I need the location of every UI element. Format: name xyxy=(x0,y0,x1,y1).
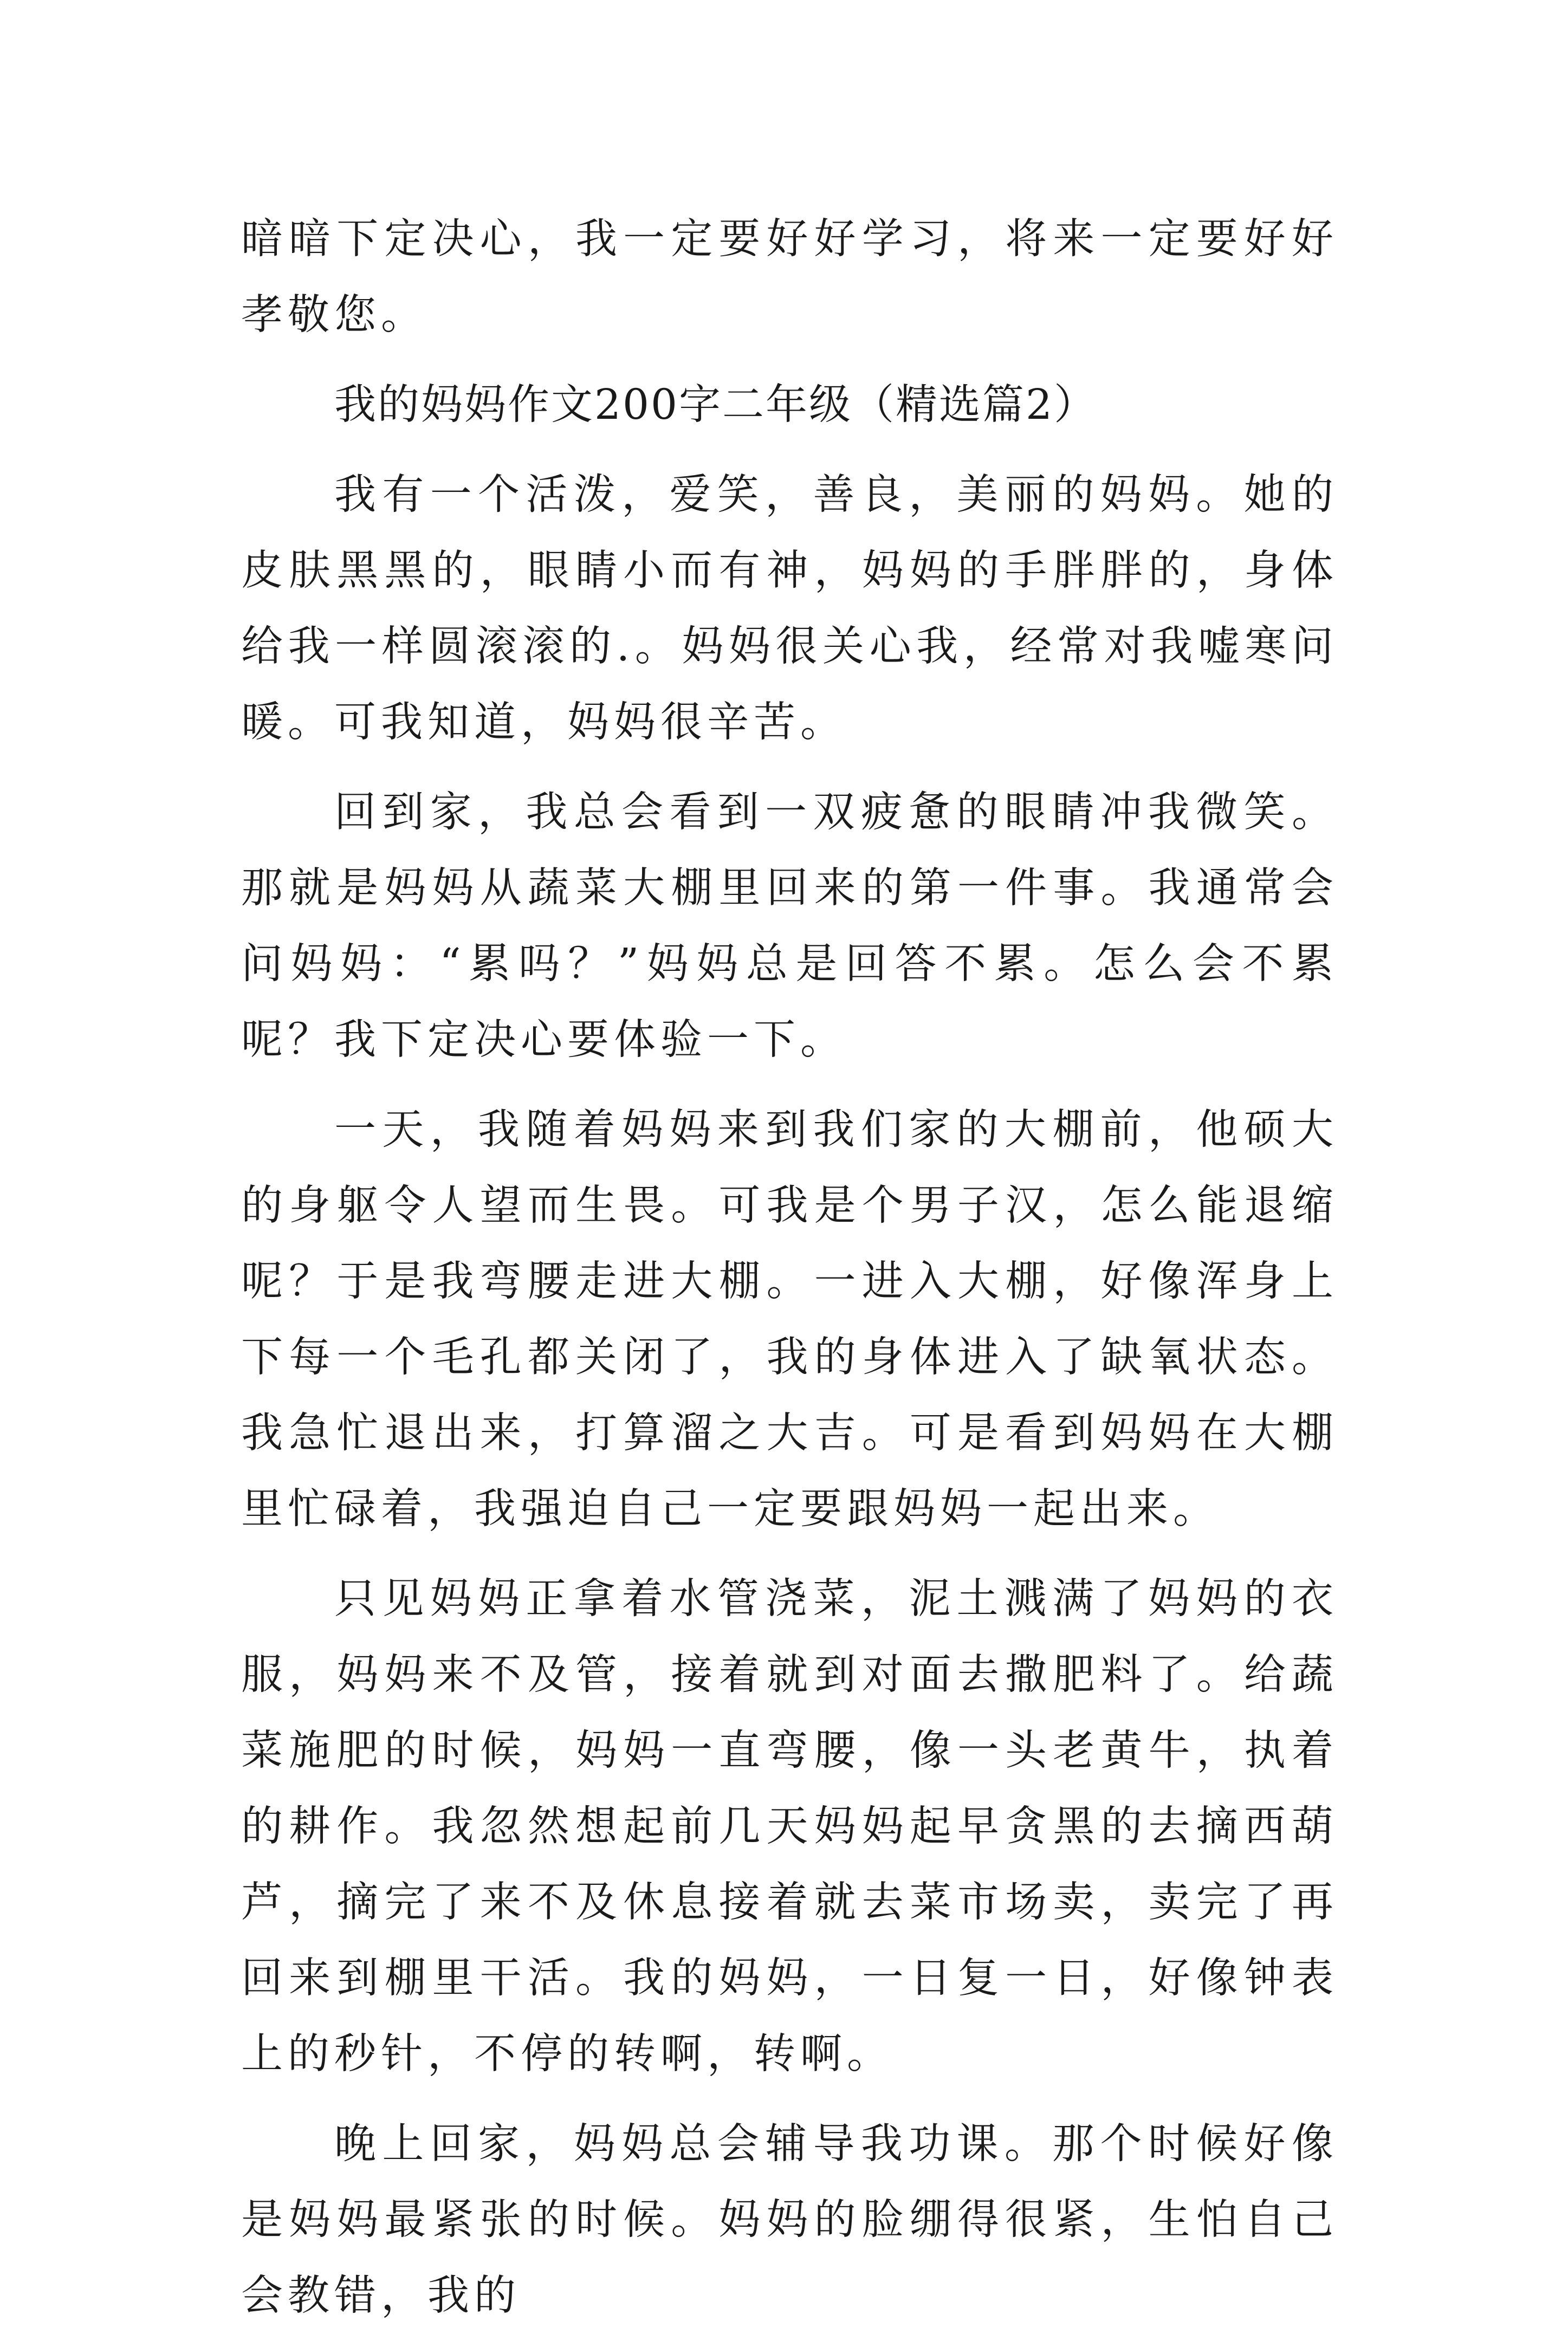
paragraph: 只见妈妈正拿着水管浇菜，泥土溅满了妈妈的衣服，妈妈来不及管，接着就到对面去撒肥料了。给蔬菜施肥的时候，妈妈一直弯腰，像一头老黄牛，执着的耕作。我忽然想起前几天妈妈起早贪黑的去摘西葫芦，摘完了来不及休息接着就去菜市场卖，卖完了再回来到棚里干活。我的妈妈，一日复一日，好像钟表上的秒针，不停的转啊，转啊。 xyxy=(241,1575,1338,2078)
paragraph: 我有一个活泼，爱笑，善良，美丽的妈妈。她的皮肤黑黑的，眼睛小而有神，妈妈的手胖胖的，身体给我一样圆滚滚的.。妈妈很关心我，经常对我嘘寒问暖。可我知道，妈妈很辛苦。 xyxy=(241,471,1338,747)
document-body xyxy=(241,202,1338,2334)
section-heading: 我的妈妈作文200字二年级（精选篇2） xyxy=(334,381,1097,429)
paragraph: 晚上回家，妈妈总会辅导我功课。那个时候好像是妈妈最紧张的时候。妈妈的脸绷得很紧，生怕自己会教错，我的 xyxy=(241,2120,1338,2320)
paragraph: 一天，我随着妈妈来到我们家的大棚前，他硕大的身躯令人望而生畏。可我是个男子汉，怎么能退缩呢？于是我弯腰走进大棚。一进入大棚，好像浑身上下每一个毛孔都关闭了，我的身体进入了缺氧状态。我急忙退出来，打算溜之大吉。可是看到妈妈在大棚里忙碌着，我强迫自己一定要跟妈妈一起出来。 xyxy=(241,1106,1338,1533)
paragraph-continuation: 暗暗下定决心，我一定要好好学习，将来一定要好好孝敬您。 xyxy=(241,215,1338,339)
paragraph: 回到家，我总会看到一双疲惫的眼睛冲我微笑。那就是妈妈从蔬菜大棚里回来的第一件事。我通常会问妈妈：“累吗？”妈妈总是回答不累。怎么会不累呢？我下定决心要体验一下。 xyxy=(241,788,1338,1064)
